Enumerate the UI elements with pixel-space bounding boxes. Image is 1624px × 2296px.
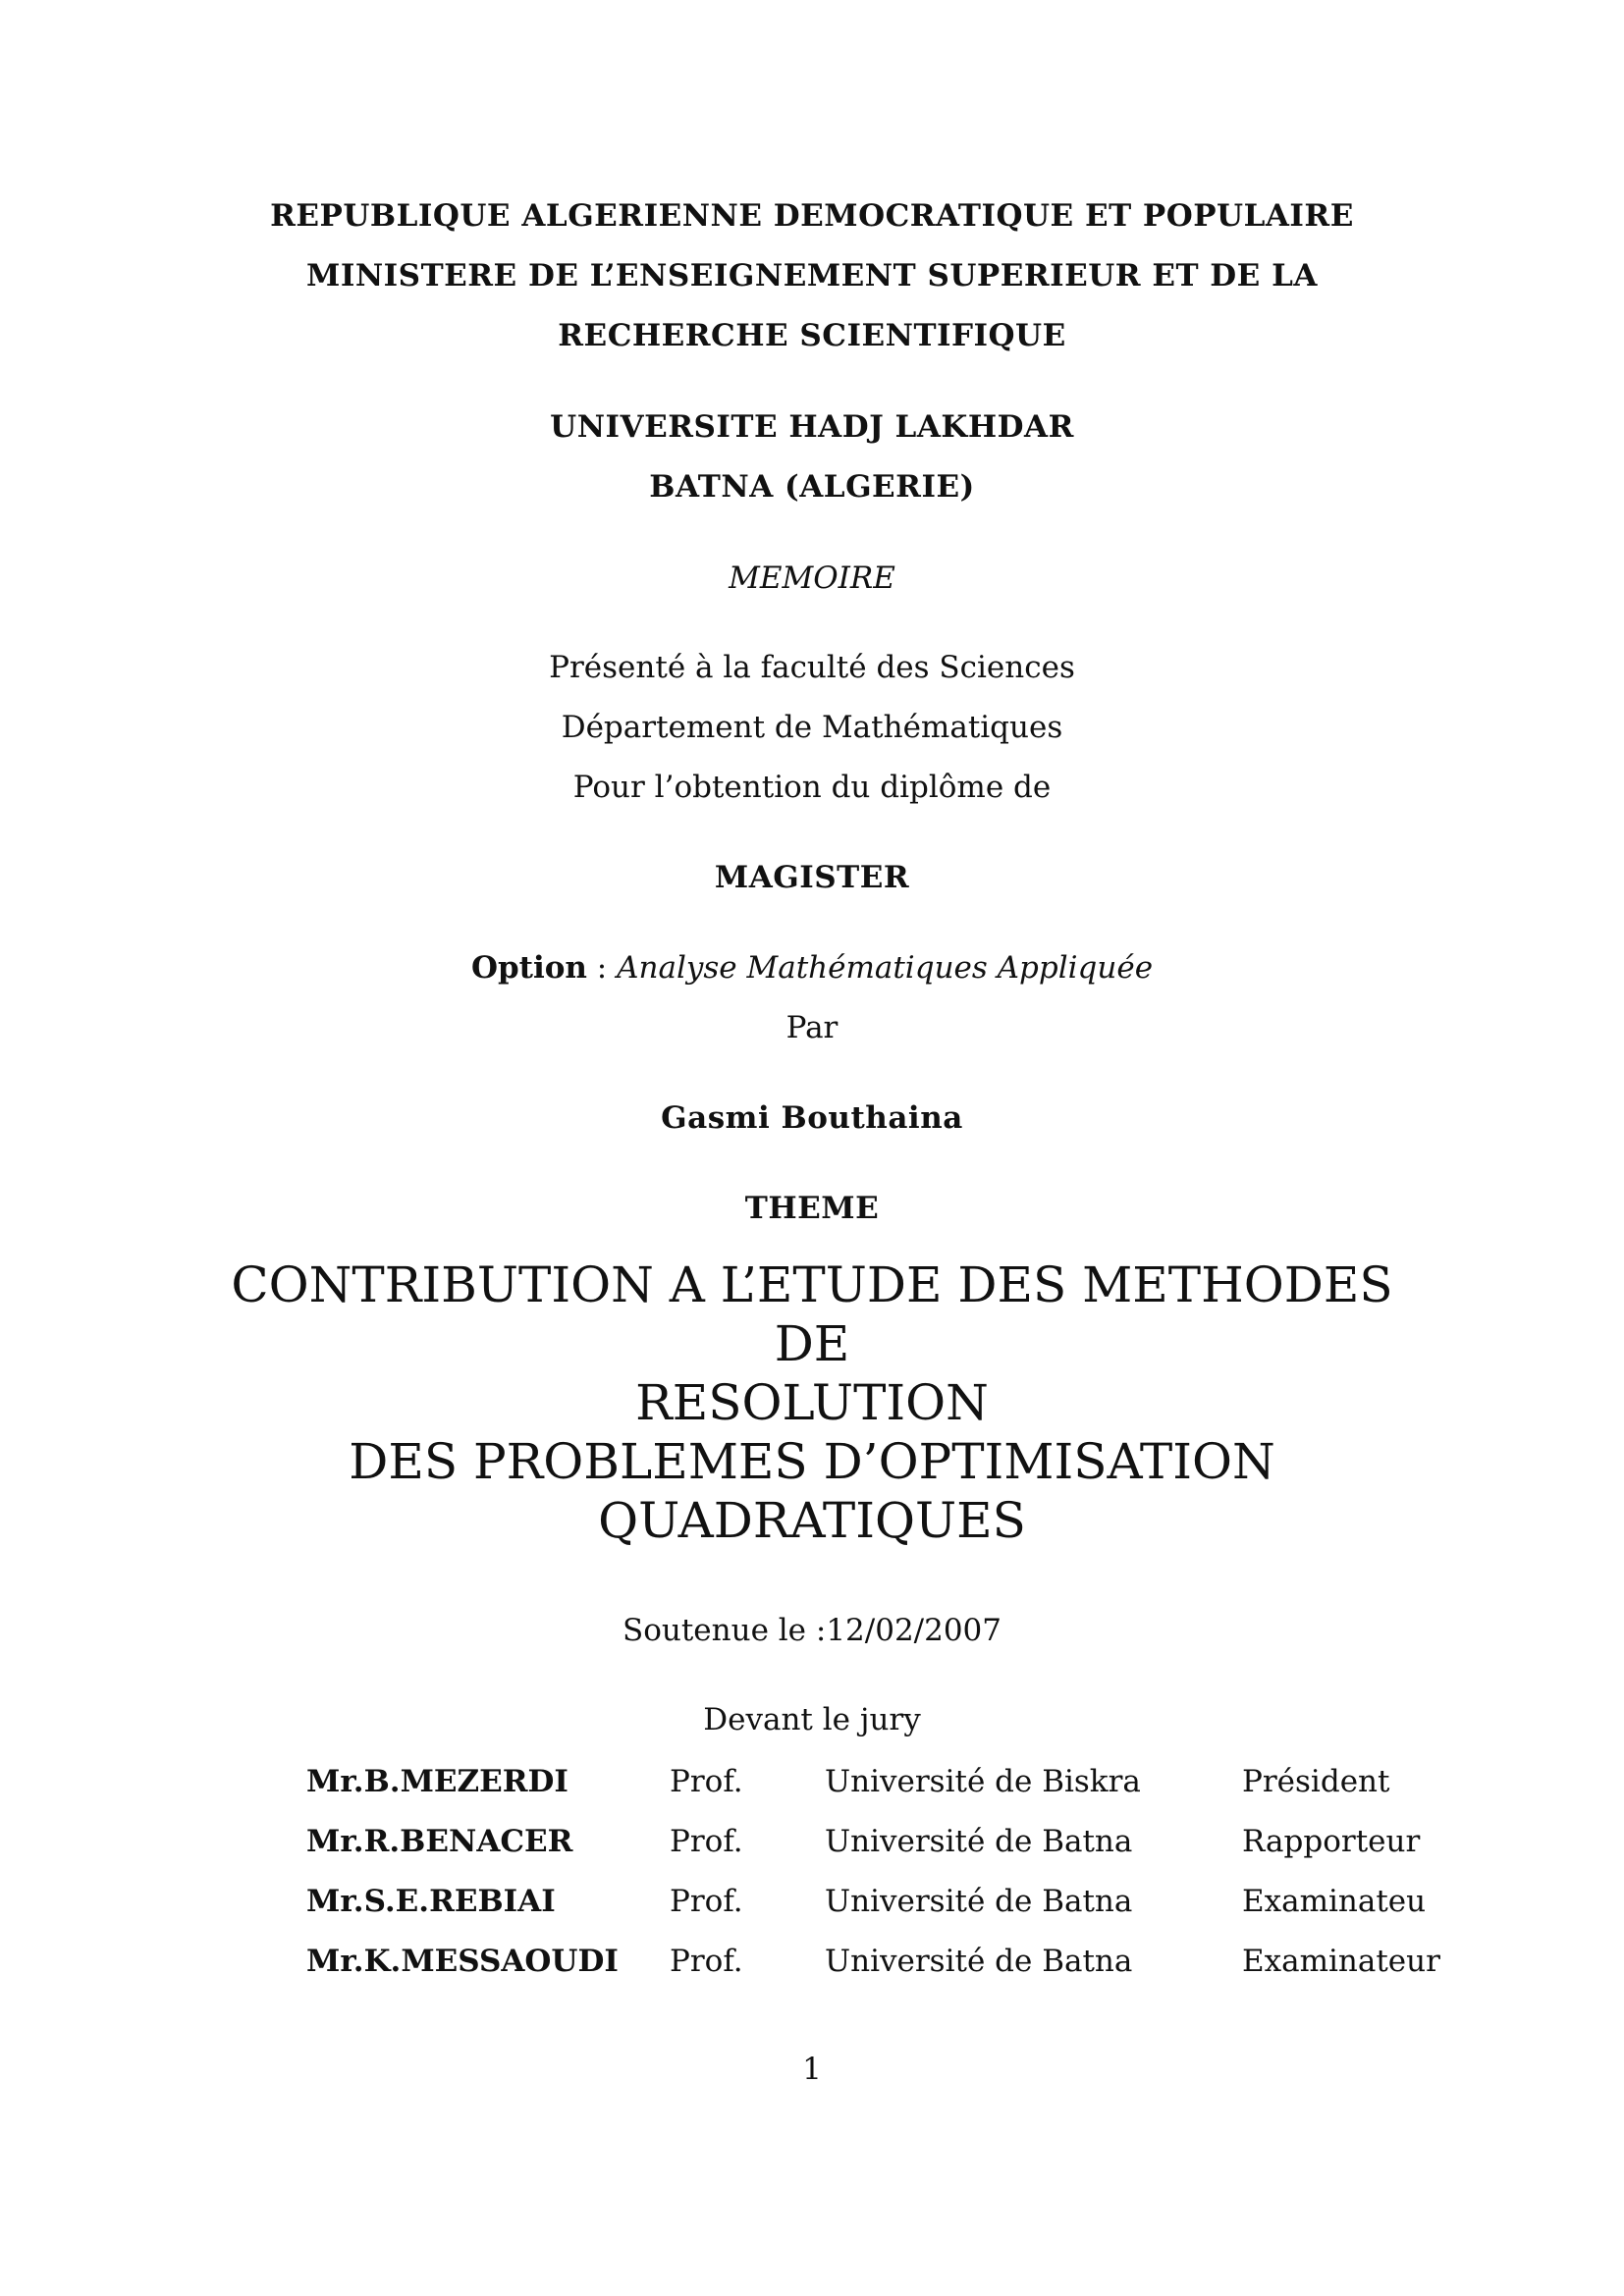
university-location: BATNA (ALGERIE) [649,469,975,505]
title-line-2: DE [774,1315,850,1372]
jury-member-university: Université de Batna [825,1943,1133,1979]
jury-member-university: Université de Biskra [825,1763,1141,1799]
presented-department: Département de Mathématiques [561,710,1063,745]
jury-member-grade: Prof. [670,1823,743,1859]
option-value: Analyse Mathématiques Appliquée [617,950,1154,986]
jury-member-role: Rapporteur [1242,1823,1421,1859]
presented-diploma: Pour l’obtention du diplôme de [572,770,1052,805]
jury-member-name: Mr.K.MESSAOUDI [306,1943,619,1979]
title-line-1: CONTRIBUTION A L’ETUDE DES METHODES [231,1256,1393,1313]
presented-faculty: Présenté à la faculté des Sciences [549,650,1075,685]
jury-table [306,1751,1465,1991]
jury-member-role: Examinateur [1242,1943,1440,1979]
header-research: RECHERCHE SCIENTIFIQUE [558,318,1066,353]
header-republic: REPUBLIQUE ALGERIENNE DEMOCRATIQUE ET POPULAIRE [270,198,1354,234]
jury-member-university: Université de Batna [825,1823,1133,1859]
jury-member-role: Président [1242,1763,1390,1799]
by-label: Par [785,1010,839,1045]
university-name: UNIVERSITE HADJ LAKHDAR [550,409,1074,445]
defense-date: Soutenue le :12/02/2007 [622,1613,1002,1648]
option-line [0,950,1624,986]
author-name: Gasmi Bouthaina [661,1100,963,1136]
jury-member-university: Université de Batna [825,1883,1133,1919]
header-ministry: MINISTERE DE L’ENSEIGNEMENT SUPERIEUR ET DE LA [306,258,1318,294]
option-separator: : [586,950,618,986]
jury-member-grade: Prof. [670,1943,743,1979]
jury-row [306,1751,1465,1811]
page-number: 1 [802,2052,822,2087]
jury-member-name: Mr.S.E.REBIAI [306,1883,556,1919]
jury-member-role: Examinateu [1242,1883,1427,1919]
theme-label: THEME [744,1191,880,1226]
jury-label: Devant le jury [703,1702,921,1737]
jury-member-grade: Prof. [670,1883,743,1919]
jury-row [306,1871,1465,1931]
title-line-4: DES PROBLEMES D’OPTIMISATION [349,1433,1275,1490]
jury-member-name: Mr.R.BENACER [306,1823,573,1859]
document-type: MEMOIRE [729,561,895,596]
title-line-5: QUADRATIQUES [598,1492,1026,1549]
jury-row [306,1811,1465,1871]
jury-member-name: Mr.B.MEZERDI [306,1763,568,1799]
degree: MAGISTER [714,860,910,895]
option-label: Option [470,950,587,986]
jury-row [306,1931,1465,1991]
title-line-3: RESOLUTION [635,1374,989,1431]
jury-member-grade: Prof. [670,1763,743,1799]
